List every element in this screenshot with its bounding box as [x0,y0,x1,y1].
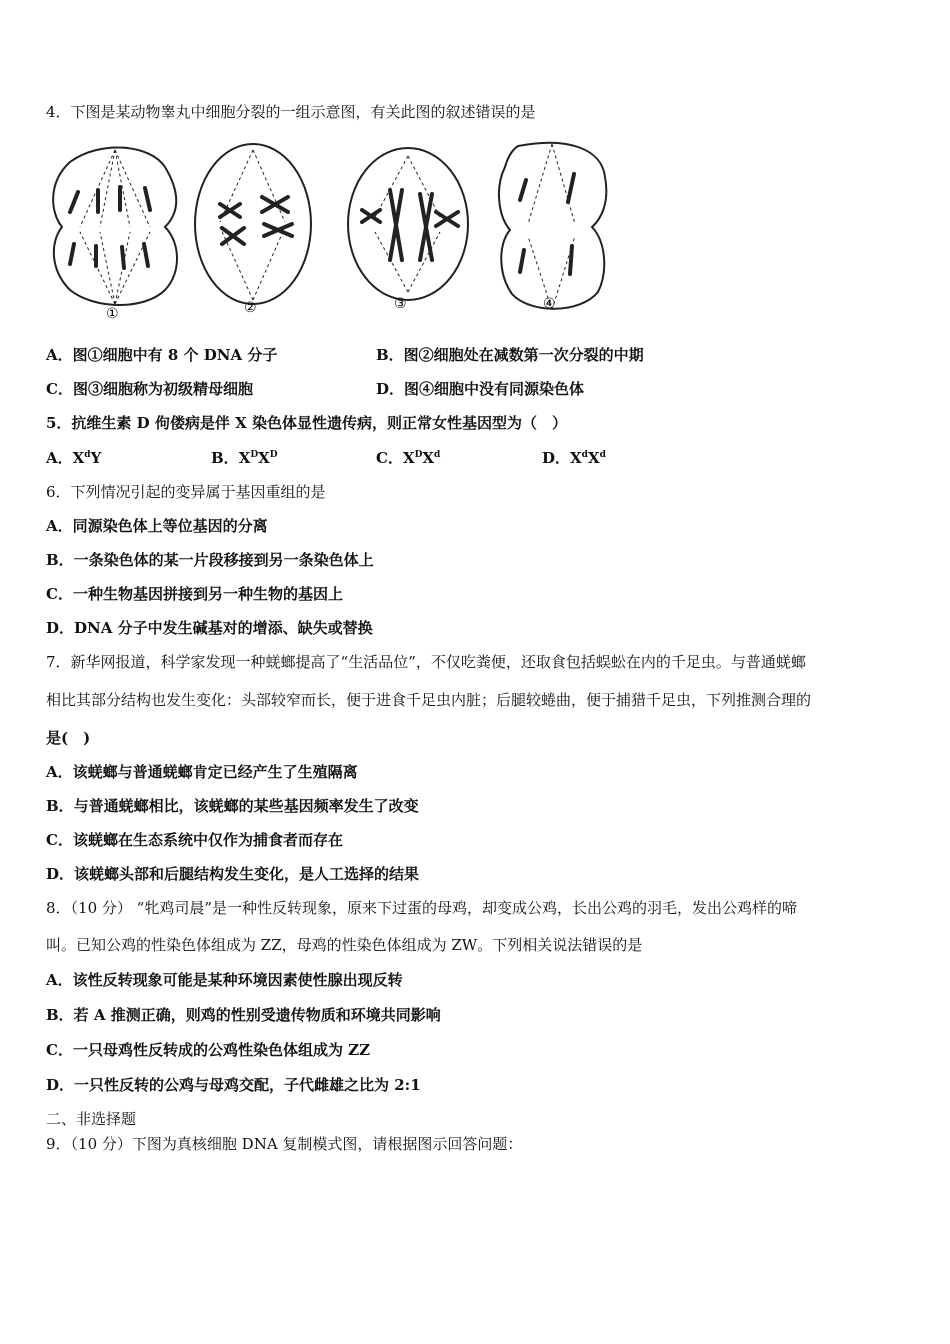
q8-stem-line-1: 8．（10 分） “牝鸡司晨”是一种性反转现象，原来下过蛋的母鸡，却变成公鸡，长出公鸡的羽毛，发出公鸡样的啼 [46,899,798,917]
q4-option-a[interactable]: A．图①细胞中有 8 个 DNA 分子 [46,346,278,364]
q5-a-part-1: d [84,450,91,460]
q5-c-part-1: D [414,450,423,460]
q4-option-d[interactable]: D．图④细胞中没有同源染色体 [376,380,585,398]
q5-d-part-1: d [581,450,588,460]
q8-option-d[interactable]: D．一只性反转的公鸡与母鸡交配，子代雌雄之比为 2:1 [46,1076,421,1094]
q8-option-a[interactable]: A．该性反转现象可能是某种环境因素使性腺出现反转 [46,971,403,989]
cell-4-diagram [499,143,606,310]
q6-option-a[interactable]: A．同源染色体上等位基因的分离 [46,517,268,535]
q4-option-c[interactable]: C．图③细胞称为初级精母细胞 [46,380,253,398]
q8-option-b[interactable]: B．若 A 推测正确，则鸡的性别受遗传物质和环境共同影响 [46,1006,441,1024]
cell-2-diagram [195,144,311,304]
q5-a-part-2: Y [90,449,102,467]
q7-option-b[interactable]: B．与普通蜣螂相比，该蜣螂的某些基因频率发生了改变 [46,797,419,815]
q6-option-d[interactable]: D．DNA 分子中发生碱基对的增添、缺失或替换 [46,619,373,637]
q6-stem: 6．下列情况引起的变异属于基因重组的是 [46,483,326,501]
q5-b-part-2: X [258,449,270,467]
q5-option-b[interactable] [211,448,278,468]
cell-1-diagram [53,147,177,305]
q9-stem: 9．（10 分）下图为真核细胞 DNA 复制模式图，请根据图示回答问题： [46,1135,523,1153]
q4-stem: 4．下图是某动物睾丸中细胞分裂的一组示意图，有关此图的叙述错误的是 [46,103,536,121]
q6-option-b[interactable]: B．一条染色体的某一片段移接到另一条染色体上 [46,551,374,569]
q5-option-a-prefix: A． [46,449,73,467]
q5-c-part-3: d [434,450,441,460]
q5-d-part-2: X [587,449,600,467]
q7-stem-line-3: 是( ) [46,729,91,747]
q5-option-c-prefix: C． [376,449,403,467]
figure-label-2: ② [244,300,257,316]
q5-c-part-2: X [422,449,435,467]
q5-option-c[interactable] [376,448,440,468]
figure-label-1: ① [106,306,119,322]
q5-option-b-prefix: B． [211,449,239,467]
section-2-title: 二、非选择题 [46,1110,137,1128]
q5-b-part-3: D [269,450,278,460]
q5-b-part-1: D [250,450,259,460]
figure-label-4: ④ [543,296,556,312]
q4-option-b[interactable]: B．图②细胞处在减数第一次分裂的中期 [376,346,644,364]
q8-option-c[interactable]: C．一只母鸡性反转成的公鸡性染色体组成为 ZZ [46,1041,371,1059]
figure-label-3: ③ [394,296,407,312]
q7-option-c[interactable]: C．该蜣螂在生态系统中仅作为捕食者而存在 [46,831,343,849]
q5-d-part-0: X [570,449,582,467]
q5-d-part-3: d [599,450,606,460]
q5-option-d[interactable] [542,448,606,468]
q7-stem-line-1: 7．新华网报道，科学家发现一种蜣螂提高了“生活品位”，不仅吃粪便，还取食包括蜈蚣在内的千足虫。与普通蜣螂 [46,653,806,671]
cell-division-figure [40,132,620,322]
q5-option-a[interactable] [46,448,101,468]
q6-option-c[interactable]: C．一种生物基因拼接到另一种生物的基因上 [46,585,343,603]
q5-a-part-0: X [72,449,85,467]
q7-option-a[interactable]: A．该蜣螂与普通蜣螂肯定已经产生了生殖隔离 [46,763,358,781]
q8-stem-line-2: 叫。已知公鸡的性染色体组成为 ZZ，母鸡的性染色体组成为 ZW。下列相关说法错误的是 [46,936,643,954]
q7-stem-line-2: 相比其部分结构也发生变化：头部较窄而长，便于进食千足虫内脏；后腿较蜷曲，便于捕猎千足虫，下列推测合理的 [46,691,812,709]
q5-b-part-0: X [238,449,251,467]
cell-3-diagram [348,148,468,300]
q5-c-part-0: X [402,449,415,467]
q7-option-d[interactable]: D．该蜣螂头部和后腿结构发生变化，是人工选择的结果 [46,865,420,883]
q5-stem: 5．抗维生素 D 佝偻病是伴 X 染色体显性遗传病，则正常女性基因型为（ ） [46,414,567,432]
q5-option-d-prefix: D． [542,449,571,467]
